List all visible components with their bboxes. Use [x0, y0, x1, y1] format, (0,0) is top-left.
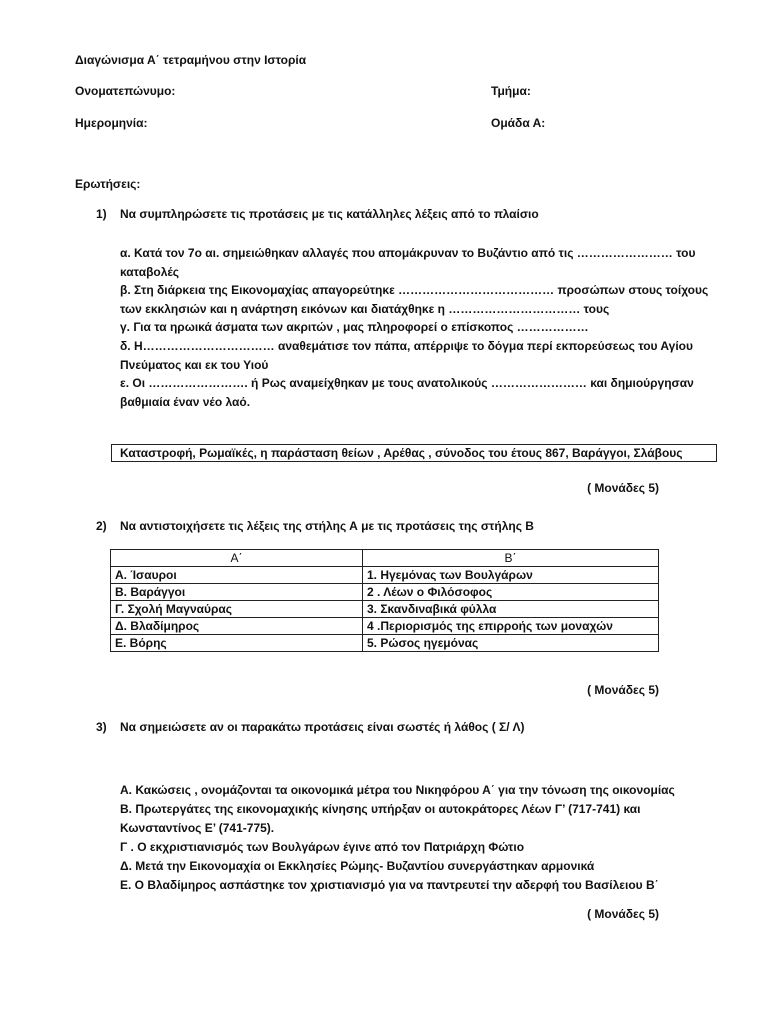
question-3-marks: ( Μονάδες 5) — [587, 907, 659, 921]
question-3-number: 3) — [96, 720, 107, 734]
table-cell-a: Δ. Βλαδίμηρος — [111, 618, 363, 635]
student-name-label: Ονοματεπώνυμο: — [75, 84, 176, 98]
table-row — [111, 618, 659, 635]
table-cell-a: Α. Ίσαυροι — [111, 567, 363, 584]
column-a-header: Α΄ — [111, 550, 363, 567]
group-label: Ομάδα Α: — [491, 116, 546, 130]
table-cell-a: Γ. Σχολή Μαγναύρας — [111, 601, 363, 618]
q1-line: β. Στη διάρκεια της Εικονομαχίας απαγορεύτηκε ………………………………… προσώπων στους τοίχους — [120, 283, 709, 298]
table-cell-b: 5. Ρώσος ηγεμόνας — [363, 635, 659, 652]
date-label: Ημερομηνία: — [75, 116, 148, 130]
q1-line: Πνεύματος και εκ του Υιού — [120, 357, 269, 372]
class-section-label: Τμήμα: — [491, 84, 531, 98]
question-1-prompt: Να συμπληρώσετε τις προτάσεις με τις κατάλληλες λέξεις από το πλαίσιο — [120, 207, 539, 221]
question-2-number: 2) — [96, 519, 107, 533]
table-cell-a: Ε. Βόρης — [111, 635, 363, 652]
table-row — [111, 601, 659, 618]
q1-line: των εκκλησιών και η ανάρτηση εικόνων και διατάχθηκε η …………………………… τους — [120, 301, 610, 316]
q3-line: Β. Πρωτεργάτες της εικονομαχικής κίνησης υπήρξαν οι αυτοκράτορες Λέων Γ’ (717-741) και — [120, 802, 641, 816]
table-cell-b: 2 . Λέων ο Φιλόσοφος — [363, 584, 659, 601]
q1-line: α. Κατά τον 7ο αι. σημειώθηκαν αλλαγές που απομάκρυναν το Βυζάντιο από τις …………………… του — [120, 246, 696, 260]
table-cell-a: Β. Βαράγγοι — [111, 584, 363, 601]
table-header-row — [111, 550, 659, 567]
word-bank-box: Καταστροφή, Ρωμαϊκές, η παράσταση θείων , Αρέθας , σύνοδος του έτους 867, Βαράγγοι, Σλάβους — [111, 444, 717, 462]
q1-line: καταβολές — [120, 264, 180, 279]
table-cell-b: 1. Ηγεμόνας των Βουλγάρων — [363, 567, 659, 584]
questions-heading: Ερωτήσεις: — [75, 177, 141, 191]
question-3-statements — [120, 781, 675, 895]
question-1-marks: ( Μονάδες 5) — [587, 481, 659, 495]
q3-line: Ε. Ο Βλαδίμηρος ασπάστηκε τον χριστιανισμό για να παντρευτεί την αδερφή του Βασίλειου Β΄ — [120, 878, 659, 892]
q3-line: Α. Κακώσεις , ονομάζονται τα οικονομικά μέτρα του Νικηφόρου Α΄ για την τόνωση της οικονομίας — [120, 783, 675, 797]
question-3-prompt: Να σημειώσετε αν οι παρακάτω προτάσεις είναι σωστές ή λάθος ( Σ/ Λ) — [120, 720, 525, 734]
question-1-sentences — [120, 244, 709, 411]
column-b-header: Β΄ — [363, 550, 659, 567]
q3-line: Δ. Μετά την Εικονομαχία οι Εκκλησίες Ρώμης- Βυζαντίου συνεργάστηκαν αρμονικά — [120, 859, 595, 873]
table-row — [111, 567, 659, 584]
q3-line: Γ . Ο εκχριστιανισμός των Βουλγάρων έγινε από τον Πατριάρχη Φώτιο — [120, 840, 525, 854]
q1-line: βαθμιαία έναν νέο λαό. — [120, 394, 251, 409]
q1-line: ε. Οι ……………………. ή Ρως αναμείχθηκαν με τους ανατολικούς …………………… και δημιούργησαν — [120, 376, 694, 391]
q3-line: Κωνσταντίνος Ε’ (741-775). — [120, 821, 275, 835]
table-cell-b: 3. Σκανδιναβικά φύλλα — [363, 601, 659, 618]
question-2-prompt: Να αντιστοιχήσετε τις λέξεις της στήλης Α με τις προτάσεις της στήλης Β — [120, 519, 534, 533]
q1-line: δ. Η…………………………… αναθεμάτισε τον πάπα, απέρριψε το δόγμα περί εκπορεύσεως του Αγίου — [120, 338, 693, 353]
table-cell-b: 4 .Περιορισμός της επιρροής των μοναχών — [363, 618, 659, 635]
exam-title: Διαγώνισμα Α΄ τετραμήνου στην Ιστορία — [75, 53, 307, 67]
question-2-marks: ( Μονάδες 5) — [587, 683, 659, 697]
table-row — [111, 635, 659, 652]
matching-table — [110, 549, 659, 652]
q1-line: γ. Για τα ηρωικά άσματα των ακριτών , μας πληροφορεί ο επίσκοπος ……………… — [120, 320, 589, 335]
question-1-number: 1) — [96, 207, 107, 221]
table-row — [111, 584, 659, 601]
